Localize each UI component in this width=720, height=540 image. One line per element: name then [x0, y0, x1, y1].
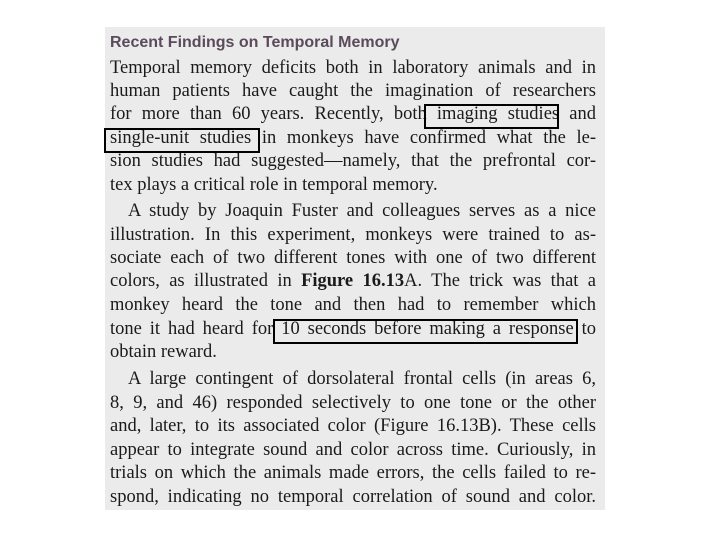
text-line: 8, 9, and 46) responded selectively to one tone or the other	[110, 393, 596, 413]
text-line: tex plays a critical role in temporal memory.	[110, 175, 438, 195]
text-line: human patients have caught the imagination of researchers	[110, 81, 596, 101]
text-segment: A. The trick was that a	[404, 271, 596, 291]
text-segment: colors, as illustrated in	[110, 271, 302, 291]
text-line: and, later, to its associated color (Figure 16.13B). These cells	[110, 416, 596, 436]
figure-reference: Figure 16.13	[301, 271, 405, 291]
text-line	[110, 270, 596, 293]
text-line: illustration. In this experiment, monkeys were trained to as-	[110, 225, 596, 245]
text-line: monkey heard the tone and then had to remember which	[110, 295, 596, 315]
text-line: obtain reward.	[110, 342, 217, 362]
text-line: spond, indicating no temporal correlation of sound and color.	[110, 487, 596, 507]
text-line: sion studies had suggested—namely, that the prefrontal cor-	[110, 151, 596, 171]
text-line: single-unit studies in monkeys have confirmed what the le-	[110, 128, 596, 148]
text-line: trials on which the animals made errors, the cells failed to re-	[110, 463, 596, 483]
text-line: Temporal memory deficits both in laboratory animals and in	[110, 58, 596, 78]
highlight-box-ten-seconds	[273, 319, 578, 344]
text-line: for more than 60 years. Recently, both imaging studies and	[110, 104, 596, 124]
text-line: tone it had heard for 10 seconds before making a response to	[110, 319, 596, 339]
highlight-box-single-unit-studies	[104, 128, 260, 153]
section-heading: Recent Findings on Temporal Memory	[110, 34, 400, 51]
text-line: appear to integrate sound and color across time. Curiously, in	[110, 440, 596, 460]
text-line: A study by Joaquin Fuster and colleagues serves as a nice	[128, 201, 596, 221]
highlight-box-imaging-studies	[424, 104, 559, 129]
text-line: A large contingent of dorsolateral frontal cells (in areas 6,	[128, 369, 596, 389]
text-line: sociate each of two different tones with one of two different	[110, 248, 596, 268]
